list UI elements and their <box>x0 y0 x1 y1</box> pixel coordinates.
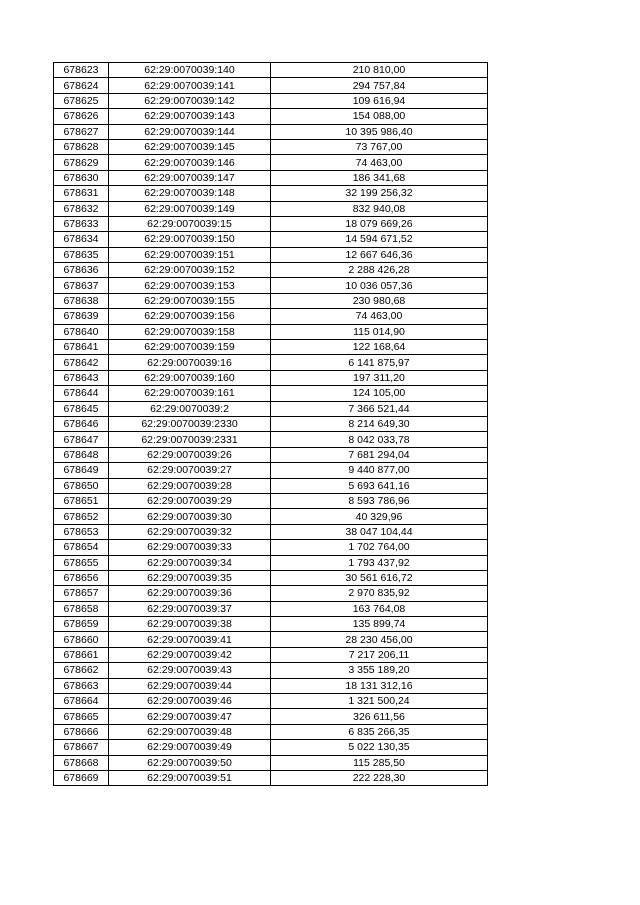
cadastral-value-cell: 30 561 616,72 <box>271 570 488 585</box>
cadastral-value-cell: 8 593 786,96 <box>271 493 488 508</box>
cadastral-number-cell: 62:29:0070039:37 <box>109 601 271 616</box>
cadastral-number-cell: 62:29:0070039:46 <box>109 694 271 709</box>
cadastral-value-cell: 6 835 266,35 <box>271 724 488 739</box>
row-number-cell: 678654 <box>54 540 109 555</box>
row-number-cell: 678626 <box>54 109 109 124</box>
row-number-cell: 678663 <box>54 678 109 693</box>
table-row <box>54 124 488 139</box>
cadastral-number-cell: 62:29:0070039:149 <box>109 201 271 216</box>
cadastral-number-cell: 62:29:0070039:144 <box>109 124 271 139</box>
cadastral-number-cell: 62:29:0070039:28 <box>109 478 271 493</box>
cadastral-value-cell: 18 079 669,26 <box>271 216 488 231</box>
cadastral-value-cell: 6 141 875,97 <box>271 355 488 370</box>
table-row <box>54 524 488 539</box>
row-number-cell: 678666 <box>54 724 109 739</box>
cadastral-number-cell: 62:29:0070039:146 <box>109 155 271 170</box>
row-number-cell: 678656 <box>54 570 109 585</box>
table-row <box>54 93 488 108</box>
cadastral-value-cell: 5 693 641,16 <box>271 478 488 493</box>
row-number-cell: 678639 <box>54 309 109 324</box>
cadastral-value-cell: 2 970 835,92 <box>271 586 488 601</box>
row-number-cell: 678659 <box>54 617 109 632</box>
cadastral-number-cell: 62:29:0070039:152 <box>109 263 271 278</box>
row-number-cell: 678633 <box>54 216 109 231</box>
row-number-cell: 678629 <box>54 155 109 170</box>
cadastral-value-cell: 1 702 764,00 <box>271 540 488 555</box>
row-number-cell: 678628 <box>54 139 109 154</box>
row-number-cell: 678655 <box>54 555 109 570</box>
cadastral-number-cell: 62:29:0070039:41 <box>109 632 271 647</box>
cadastral-value-cell: 74 463,00 <box>271 309 488 324</box>
row-number-cell: 678627 <box>54 124 109 139</box>
row-number-cell: 678665 <box>54 709 109 724</box>
cadastral-value-cell: 10 036 057,36 <box>271 278 488 293</box>
cadastral-number-cell: 62:29:0070039:47 <box>109 709 271 724</box>
cadastral-value-cell: 32 199 256,32 <box>271 186 488 201</box>
table-row <box>54 755 488 770</box>
table-row <box>54 463 488 478</box>
cadastral-value-cell: 1 321 500,24 <box>271 694 488 709</box>
row-number-cell: 678660 <box>54 632 109 647</box>
table-row <box>54 632 488 647</box>
cadastral-value-cell: 326 611,56 <box>271 709 488 724</box>
cadastral-number-cell: 62:29:0070039:42 <box>109 647 271 662</box>
row-number-cell: 678643 <box>54 370 109 385</box>
cadastral-number-cell: 62:29:0070039:151 <box>109 247 271 262</box>
table-row <box>54 770 488 785</box>
cadastral-number-cell: 62:29:0070039:141 <box>109 78 271 93</box>
row-number-cell: 678637 <box>54 278 109 293</box>
table-row <box>54 155 488 170</box>
cadastral-number-cell: 62:29:0070039:33 <box>109 540 271 555</box>
cadastral-value-cell: 7 366 521,44 <box>271 401 488 416</box>
table-row <box>54 324 488 339</box>
table-row <box>54 709 488 724</box>
cadastral-value-cell: 222 228,30 <box>271 770 488 785</box>
cadastral-number-cell: 62:29:0070039:30 <box>109 509 271 524</box>
cadastral-value-cell: 294 757,84 <box>271 78 488 93</box>
cadastral-number-cell: 62:29:0070039:145 <box>109 139 271 154</box>
table-row <box>54 201 488 216</box>
table-row <box>54 232 488 247</box>
table-row <box>54 278 488 293</box>
row-number-cell: 678668 <box>54 755 109 770</box>
cadastral-number-cell: 62:29:0070039:156 <box>109 309 271 324</box>
cadastral-number-cell: 62:29:0070039:142 <box>109 93 271 108</box>
table-row <box>54 555 488 570</box>
row-number-cell: 678642 <box>54 355 109 370</box>
cadastral-number-cell: 62:29:0070039:150 <box>109 232 271 247</box>
table-row <box>54 386 488 401</box>
cadastral-number-cell: 62:29:0070039:143 <box>109 109 271 124</box>
row-number-cell: 678641 <box>54 340 109 355</box>
table-row <box>54 478 488 493</box>
row-number-cell: 678664 <box>54 694 109 709</box>
cadastral-number-cell: 62:29:0070039:148 <box>109 186 271 201</box>
cadastral-number-cell: 62:29:0070039:49 <box>109 740 271 755</box>
row-number-cell: 678650 <box>54 478 109 493</box>
cadastral-value-cell: 74 463,00 <box>271 155 488 170</box>
row-number-cell: 678653 <box>54 524 109 539</box>
table-row <box>54 63 488 78</box>
cadastral-number-cell: 62:29:0070039:29 <box>109 493 271 508</box>
cadastral-value-cell: 18 131 312,16 <box>271 678 488 693</box>
cadastral-value-cell: 7 681 294,04 <box>271 447 488 462</box>
table-row <box>54 416 488 431</box>
cadastral-value-cell: 210 810,00 <box>271 63 488 78</box>
row-number-cell: 678640 <box>54 324 109 339</box>
cadastral-number-cell: 62:29:0070039:16 <box>109 355 271 370</box>
table-row <box>54 340 488 355</box>
row-number-cell: 678651 <box>54 493 109 508</box>
cadastral-value-cell: 14 594 671,52 <box>271 232 488 247</box>
cadastral-number-cell: 62:29:0070039:15 <box>109 216 271 231</box>
table-row <box>54 540 488 555</box>
row-number-cell: 678635 <box>54 247 109 262</box>
cadastral-number-cell: 62:29:0070039:2331 <box>109 432 271 447</box>
cadastral-value-cell: 40 329,96 <box>271 509 488 524</box>
cadastral-value-cell: 154 088,00 <box>271 109 488 124</box>
row-number-cell: 678657 <box>54 586 109 601</box>
cadastral-value-cell: 832 940,08 <box>271 201 488 216</box>
row-number-cell: 678661 <box>54 647 109 662</box>
row-number-cell: 678647 <box>54 432 109 447</box>
cadastral-value-cell: 122 168,64 <box>271 340 488 355</box>
row-number-cell: 678625 <box>54 93 109 108</box>
cadastral-number-cell: 62:29:0070039:43 <box>109 663 271 678</box>
table-row <box>54 401 488 416</box>
cadastral-number-cell: 62:29:0070039:2 <box>109 401 271 416</box>
row-number-cell: 678636 <box>54 263 109 278</box>
row-number-cell: 678667 <box>54 740 109 755</box>
row-number-cell: 678623 <box>54 63 109 78</box>
cadastral-number-cell: 62:29:0070039:161 <box>109 386 271 401</box>
cadastral-number-cell: 62:29:0070039:32 <box>109 524 271 539</box>
cadastral-number-cell: 62:29:0070039:27 <box>109 463 271 478</box>
cadastral-number-cell: 62:29:0070039:158 <box>109 324 271 339</box>
cadastral-value-cell: 109 616,94 <box>271 93 488 108</box>
table-row <box>54 663 488 678</box>
cadastral-number-cell: 62:29:0070039:35 <box>109 570 271 585</box>
cadastral-value-cell: 73 767,00 <box>271 139 488 154</box>
table-row <box>54 586 488 601</box>
cadastral-value-cell: 163 764,08 <box>271 601 488 616</box>
cadastral-number-cell: 62:29:0070039:160 <box>109 370 271 385</box>
cadastral-number-cell: 62:29:0070039:36 <box>109 586 271 601</box>
cadastral-number-cell: 62:29:0070039:153 <box>109 278 271 293</box>
cadastral-value-cell: 115 285,50 <box>271 755 488 770</box>
cadastral-value-cell: 10 395 986,40 <box>271 124 488 139</box>
row-number-cell: 678644 <box>54 386 109 401</box>
table-row <box>54 740 488 755</box>
table-row <box>54 247 488 262</box>
cadastral-value-cell: 28 230 456,00 <box>271 632 488 647</box>
cadastral-number-cell: 62:29:0070039:38 <box>109 617 271 632</box>
cadastral-number-cell: 62:29:0070039:44 <box>109 678 271 693</box>
cadastral-value-cell: 186 341,68 <box>271 170 488 185</box>
cadastral-value-cell: 197 311,20 <box>271 370 488 385</box>
row-number-cell: 678624 <box>54 78 109 93</box>
row-number-cell: 678658 <box>54 601 109 616</box>
table-row <box>54 309 488 324</box>
cadastral-number-cell: 62:29:0070039:140 <box>109 63 271 78</box>
cadastral-value-cell: 38 047 104,44 <box>271 524 488 539</box>
row-number-cell: 678649 <box>54 463 109 478</box>
table-row <box>54 216 488 231</box>
row-number-cell: 678632 <box>54 201 109 216</box>
cadastral-value-cell: 230 980,68 <box>271 293 488 308</box>
cadastral-value-cell: 124 105,00 <box>271 386 488 401</box>
table-row <box>54 263 488 278</box>
table-row <box>54 678 488 693</box>
cadastral-number-cell: 62:29:0070039:155 <box>109 293 271 308</box>
row-number-cell: 678645 <box>54 401 109 416</box>
table-row <box>54 109 488 124</box>
table-row <box>54 724 488 739</box>
table-row <box>54 293 488 308</box>
table-row <box>54 432 488 447</box>
cadastral-value-table <box>53 62 488 786</box>
table-row <box>54 186 488 201</box>
row-number-cell: 678634 <box>54 232 109 247</box>
cadastral-number-cell: 62:29:0070039:50 <box>109 755 271 770</box>
table-row <box>54 78 488 93</box>
row-number-cell: 678662 <box>54 663 109 678</box>
table-body <box>54 63 488 786</box>
table-row <box>54 509 488 524</box>
cadastral-value-cell: 7 217 206,11 <box>271 647 488 662</box>
cadastral-number-cell: 62:29:0070039:34 <box>109 555 271 570</box>
table-row <box>54 493 488 508</box>
cadastral-number-cell: 62:29:0070039:2330 <box>109 416 271 431</box>
table-row <box>54 601 488 616</box>
table-row <box>54 694 488 709</box>
table-row <box>54 447 488 462</box>
row-number-cell: 678669 <box>54 770 109 785</box>
cadastral-value-cell: 135 899,74 <box>271 617 488 632</box>
table-row <box>54 355 488 370</box>
row-number-cell: 678630 <box>54 170 109 185</box>
row-number-cell: 678638 <box>54 293 109 308</box>
cadastral-value-cell: 115 014,90 <box>271 324 488 339</box>
cadastral-value-cell: 2 288 426,28 <box>271 263 488 278</box>
cadastral-number-cell: 62:29:0070039:48 <box>109 724 271 739</box>
cadastral-value-cell: 5 022 130,35 <box>271 740 488 755</box>
cadastral-number-cell: 62:29:0070039:159 <box>109 340 271 355</box>
table-row <box>54 170 488 185</box>
row-number-cell: 678648 <box>54 447 109 462</box>
cadastral-number-cell: 62:29:0070039:51 <box>109 770 271 785</box>
table-row <box>54 647 488 662</box>
cadastral-number-cell: 62:29:0070039:26 <box>109 447 271 462</box>
table-row <box>54 139 488 154</box>
row-number-cell: 678646 <box>54 416 109 431</box>
table-row <box>54 570 488 585</box>
row-number-cell: 678652 <box>54 509 109 524</box>
cadastral-number-cell: 62:29:0070039:147 <box>109 170 271 185</box>
cadastral-value-cell: 1 793 437,92 <box>271 555 488 570</box>
cadastral-value-cell: 8 214 649,30 <box>271 416 488 431</box>
table-row <box>54 370 488 385</box>
cadastral-value-cell: 9 440 877,00 <box>271 463 488 478</box>
cadastral-value-cell: 8 042 033,78 <box>271 432 488 447</box>
cadastral-value-cell: 3 355 189,20 <box>271 663 488 678</box>
cadastral-value-cell: 12 667 646,36 <box>271 247 488 262</box>
row-number-cell: 678631 <box>54 186 109 201</box>
table-row <box>54 617 488 632</box>
